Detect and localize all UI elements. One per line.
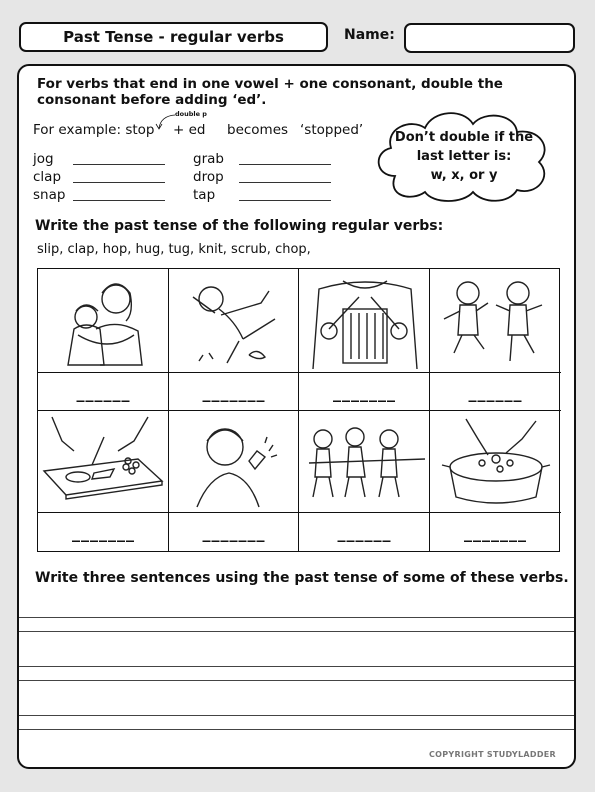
word-snap: snap <box>33 187 66 203</box>
writing-line-4[interactable] <box>19 680 574 681</box>
cloud-note <box>389 128 539 185</box>
verb-list: slip, clap, hop, hug, tug, knit, scrub, chop, <box>37 242 311 257</box>
answer-line-jog[interactable] <box>73 164 165 165</box>
section-heading-past-tense: Write the past tense of the following regular verbs: <box>35 218 444 234</box>
answer-line-drop[interactable] <box>239 182 331 183</box>
answer-cell-6[interactable] <box>169 513 299 551</box>
worksheet-title <box>19 22 328 52</box>
chop-illustration <box>38 411 169 513</box>
writing-line-2[interactable] <box>19 631 574 632</box>
name-label: Name: <box>344 27 395 43</box>
writing-line-5[interactable] <box>19 715 574 716</box>
word-grab: grab <box>193 151 224 167</box>
hug-illustration <box>38 269 169 373</box>
answer-blank-2[interactable]: _______ <box>202 383 266 402</box>
writing-line-6[interactable] <box>19 729 574 730</box>
answer-line-tap[interactable] <box>239 200 331 201</box>
worksheet-panel <box>17 64 576 769</box>
scrub-illustration <box>430 411 561 513</box>
answer-blank-5[interactable]: _______ <box>72 523 135 542</box>
word-jog: jog <box>33 151 54 167</box>
example-prefix: For example: stop <box>33 122 155 138</box>
answer-line-clap[interactable] <box>73 182 165 183</box>
example-plus-ed: + ed <box>173 122 206 138</box>
picture-grid <box>37 268 560 552</box>
picture-hug <box>38 269 169 373</box>
picture-clap <box>169 411 299 513</box>
answer-cell-1[interactable] <box>38 373 169 411</box>
answer-blank-6[interactable]: _______ <box>202 523 266 542</box>
answer-line-snap[interactable] <box>73 200 165 201</box>
word-drop: drop <box>193 169 224 185</box>
writing-line-1[interactable] <box>19 617 574 618</box>
answer-cell-8[interactable] <box>430 513 561 551</box>
answer-blank-4[interactable]: ______ <box>468 383 523 402</box>
rule-instruction: For verbs that end in one vowel + one consonant, double the consonant before adding ‘ed’. <box>37 76 503 108</box>
section-heading-sentences: Write three sentences using the past tense of some of these verbs. <box>35 570 569 586</box>
picture-tug <box>299 411 430 513</box>
slip-illustration <box>169 269 299 373</box>
answer-line-grab[interactable] <box>239 164 331 165</box>
picture-knit <box>299 269 430 373</box>
copyright-notice: COPYRIGHT STUDYLADDER <box>428 750 556 759</box>
example-becomes: becomes <box>227 122 289 138</box>
answer-cell-5[interactable] <box>38 513 169 551</box>
annotation-arrow <box>19 66 219 146</box>
hop-illustration <box>430 269 561 373</box>
word-tap: tap <box>193 187 216 203</box>
cloud-line-2: last letter is: <box>416 149 512 164</box>
name-field[interactable] <box>404 23 575 53</box>
example-result: ‘stopped’ <box>300 122 364 138</box>
picture-chop <box>38 411 169 513</box>
answer-cell-7[interactable] <box>299 513 430 551</box>
picture-slip <box>169 269 299 373</box>
clap-illustration <box>169 411 299 513</box>
answer-blank-1[interactable]: ______ <box>76 383 131 402</box>
cloud-line-1: Don’t double if the <box>394 130 534 145</box>
picture-hop <box>430 269 561 373</box>
word-clap: clap <box>33 169 62 185</box>
title-text: Past Tense - regular verbs <box>63 28 284 46</box>
cloud-line-3: w, x, or y <box>430 168 498 183</box>
answer-cell-4[interactable] <box>430 373 561 411</box>
answer-blank-7[interactable]: ______ <box>337 523 392 542</box>
tug-illustration <box>299 411 430 513</box>
picture-scrub <box>430 411 561 513</box>
answer-blank-3[interactable]: _______ <box>333 383 396 402</box>
knit-illustration <box>299 269 430 373</box>
writing-line-3[interactable] <box>19 666 574 667</box>
answer-cell-3[interactable] <box>299 373 430 411</box>
answer-blank-8[interactable]: _______ <box>464 523 527 542</box>
double-p-annotation: double p <box>175 110 207 118</box>
answer-cell-2[interactable] <box>169 373 299 411</box>
